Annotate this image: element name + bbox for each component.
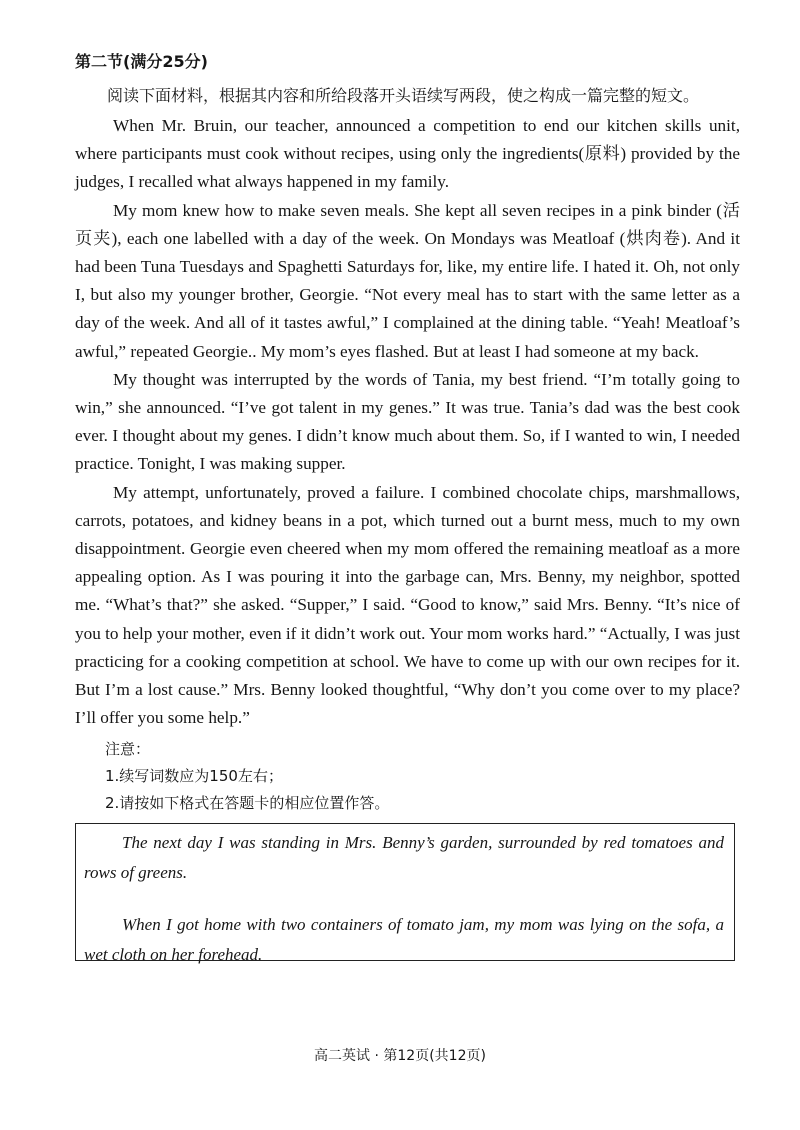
notes [75, 736, 740, 817]
passage [75, 112, 740, 732]
passage-paragraph-1: When Mr. Bruin, our teacher, announced a competition to end our kitchen skills unit, where participants must cook without recipes, using only the ingredients(原料) provided by the judges, I recalled what always happened in my family. [75, 116, 740, 192]
page-footer: 高二英试 · 第12页(共12页) [314, 1048, 486, 1064]
passage-paragraph-4: My attempt, unfortunately, proved a failure. I combined chocolate chips, marshmallows, carrots, potatoes, and kidney beans in a pot, which turned out a burnt mess, much to my own disappointment. Georgie even cheered when my mom offered the remaining meatloaf as a more appealing option. As I was pouring it into the garbage can, Mrs. Benny, my neighbor, spotted me. “What’s that?” she asked. “Supper,” I said. “Good to know,” said Mrs. Benny. “It’s nice of you to help your mother, even if it didn’t work out. Your mom works hard.” “Actually, I was just practicing for a cooking competition at school. We have to come up with our own recipes for it. But I’m a lost cause.” Mrs. Benny looked thoughtful, “Why don’t you come over to my place? I’ll offer you some help.” [75, 482, 740, 728]
passage-paragraph-2: My mom knew how to make seven meals. She kept all seven recipes in a pink binder (活页夹), each one labelled with a day of the week. On Mondays was Meatloaf (烘肉卷). And it had been Tuna Tuesdays and Spaghetti Saturdays for, like, my entire life. I hated it. Oh, not only I, but also my younger brother, Georgie. “Not every meal has to start with the same letter as a day of the week. And all of it tastes awful,” I complained at the dining table. “Yeah! Meatloaf’s awful,” repeated Georgie.. My mom’s eyes flashed. But at least I had someone at my back. [75, 200, 740, 361]
section-title: 第二节(满分25分) [75, 52, 208, 71]
passage-paragraph-3: My thought was interrupted by the words of Tania, my best friend. “I’m totally going to win,” she announced. “I’ve got talent in my genes.” It was true. Tania’s dad was the best cook ever. I thought about my genes. I didn’t know much about them. So, if I wanted to win, I needed practice. Tonight, I was making supper. [75, 369, 740, 474]
note-item-2: 2.请按如下格式在答题卡的相应位置作答。 [105, 794, 390, 813]
notes-title: 注意： [105, 740, 151, 759]
answer-box [75, 823, 735, 965]
instruction-text: 阅读下面材料，根据其内容和所给段落开头语续写两段，使之构成一篇完整的短文。 [107, 86, 700, 105]
note-item-1: 1.续写词数应为150左右； [105, 767, 283, 786]
answer-opening-2: When I got home with two containers of tomato jam, my mom was lying on the sofa, a wet cloth on her forehead. [84, 915, 724, 965]
answer-opening-1: The next day I was standing in Mrs. Benny’s garden, surrounded by red tomatoes and rows of greens. [84, 833, 724, 883]
